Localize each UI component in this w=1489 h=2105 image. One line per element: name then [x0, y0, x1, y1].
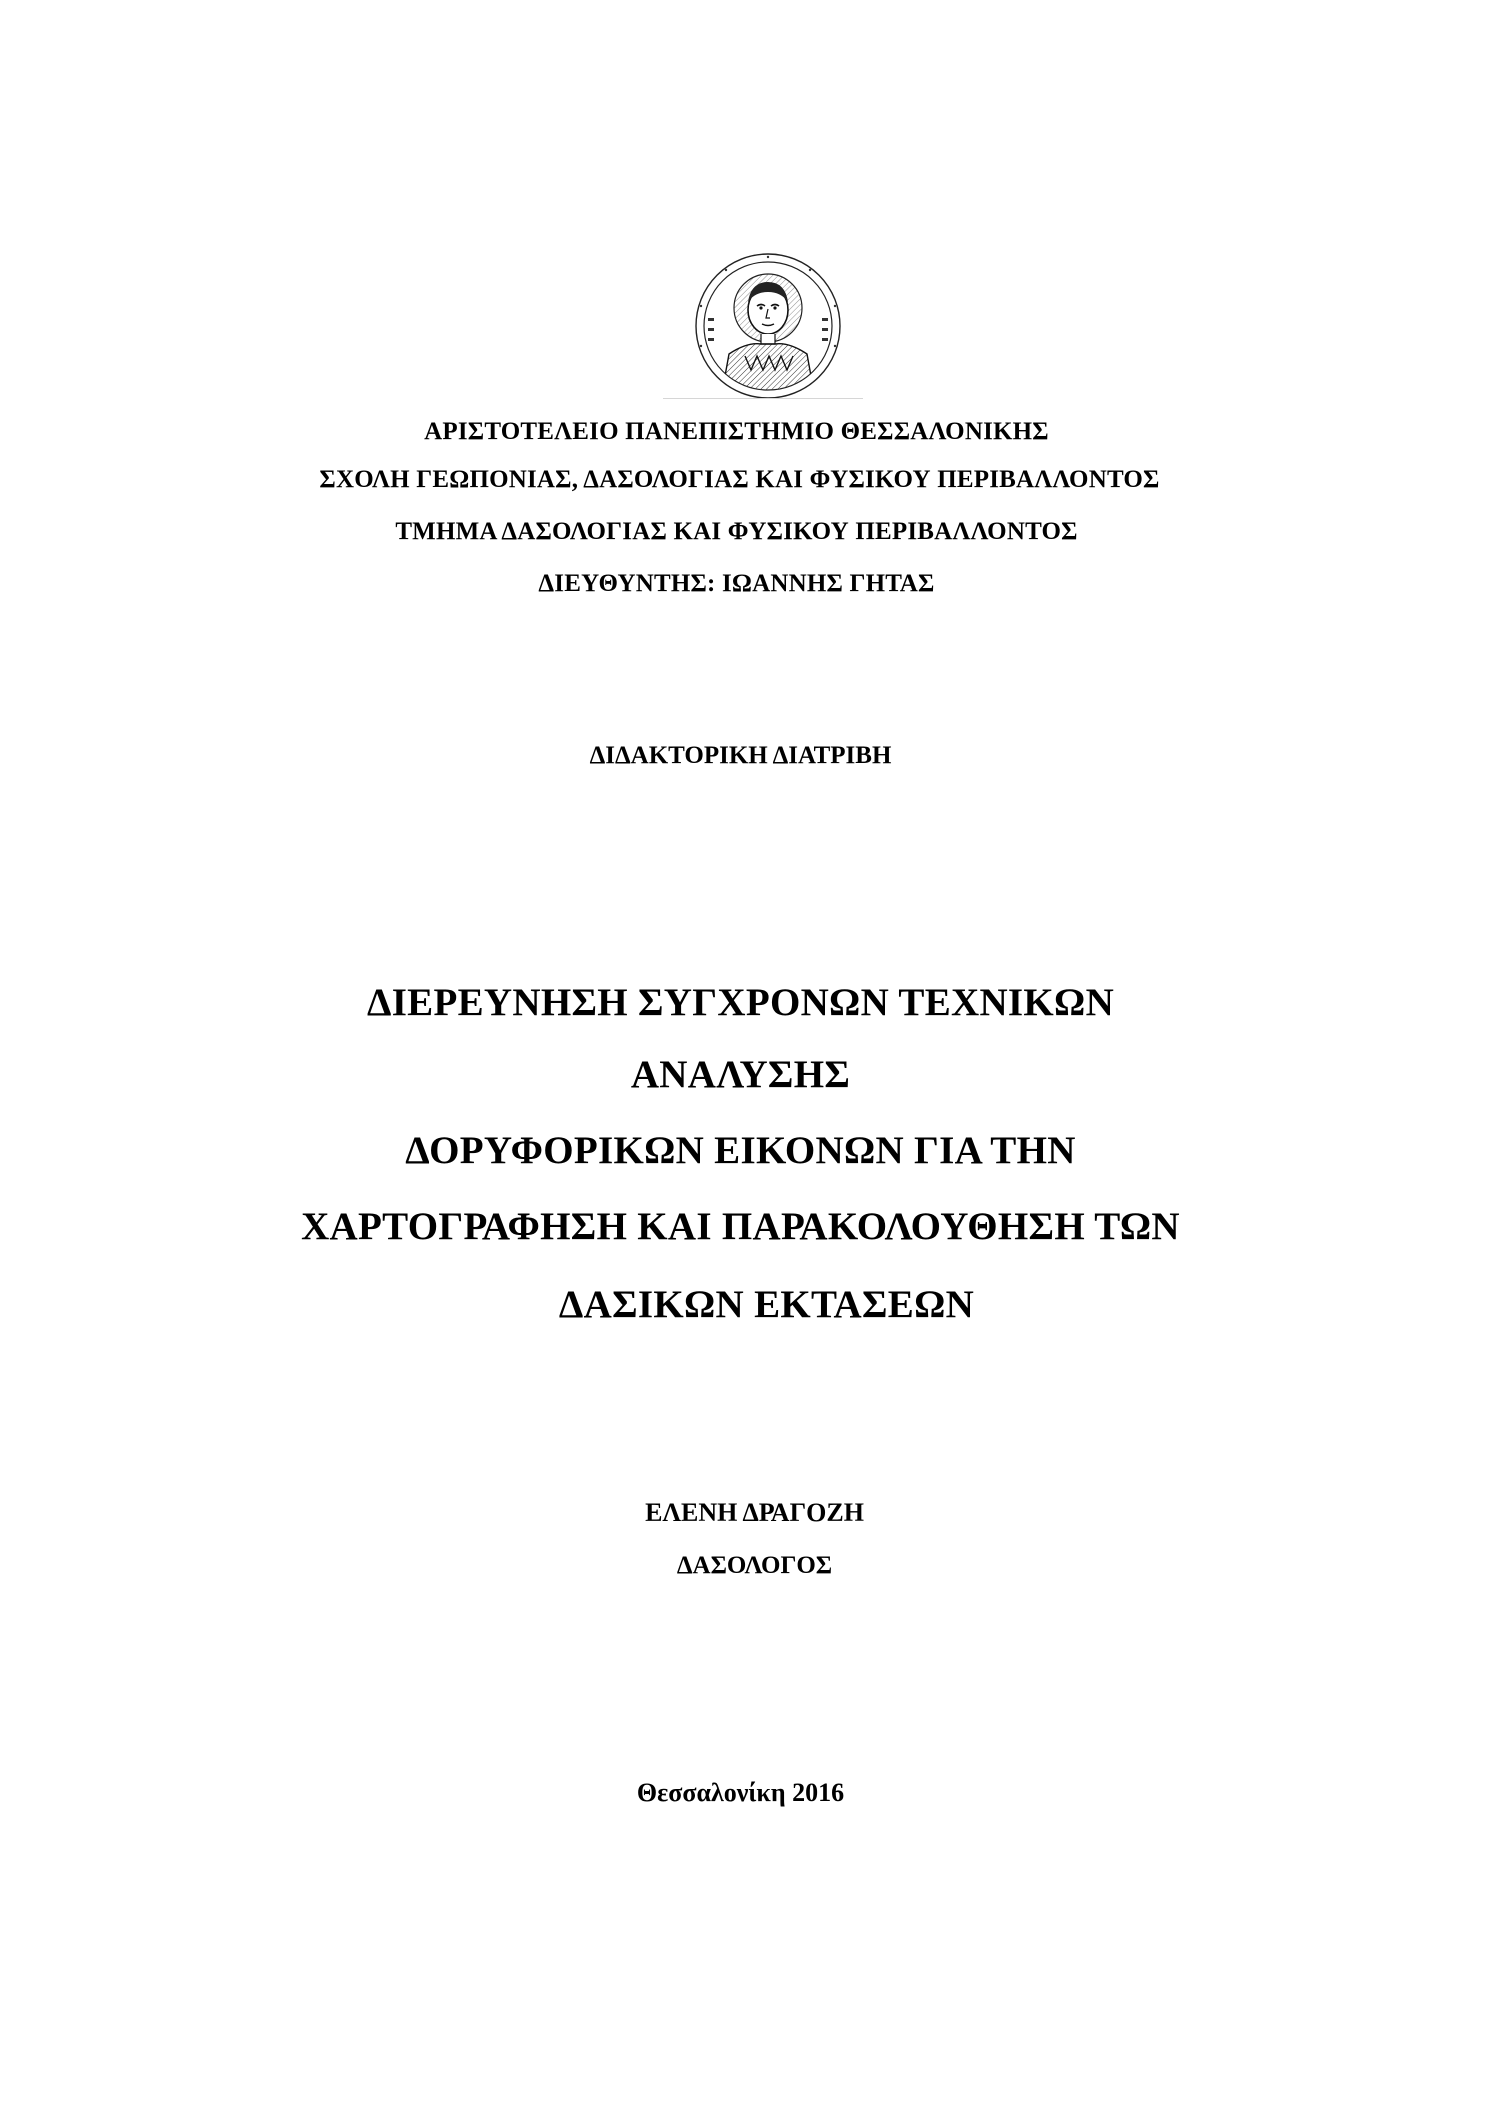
director-name: ΔΙΕΥΘΥΝΤΗΣ: ΙΩΑΝΝΗΣ ΓΗΤΑΣ: [538, 570, 935, 597]
author-name: ΕΛΕΝΗ ΔΡΑΓΟΖΗ: [645, 1498, 864, 1527]
seal-divider: [663, 398, 863, 399]
school-name: ΣΧΟΛΗ ΓΕΩΠΟΝΙΑΣ, ΔΑΣΟΛΟΓΙΑΣ ΚΑΙ ΦΥΣΙΚΟΥ ΠΕΡΙΒΑΛΛΟΝΤΟΣ: [319, 466, 1160, 493]
author-profession: ΔΑΣΟΛΟΓΟΣ: [676, 1552, 833, 1579]
thesis-title-line: ΧΑΡΤΟΓΡΑΦΗΣΗ ΚΑΙ ΠΑΡΑΚΟΛΟΥΘΗΣΗ ΤΩΝ: [301, 1205, 1180, 1248]
thesis-title-line: ΔΟΡΥΦΟΡΙΚΩΝ ΕΙΚΟΝΩΝ ΓΙΑ ΤΗΝ: [405, 1129, 1076, 1172]
university-name: ΑΡΙΣΤΟΤΕΛΕΙΟ ΠΑΝΕΠΙΣΤΗΜΙΟ ΘΕΣΣΑΛΟΝΙΚΗΣ: [424, 418, 1049, 445]
document-type: ΔΙΔΑΚΤΟΡΙΚΗ ΔΙΑΤΡΙΒΗ: [589, 742, 892, 769]
university-seal-icon: [681, 248, 855, 398]
department-name: ΤΜΗΜΑ ΔΑΣΟΛΟΓΙΑΣ ΚΑΙ ΦΥΣΙΚΟΥ ΠΕΡΙΒΑΛΛΟΝΤΟΣ: [395, 518, 1078, 545]
place-and-date: Θεσσαλονίκη 2016: [636, 1778, 845, 1807]
thesis-title-line: ΔΑΣΙΚΩΝ ΕΚΤΑΣΕΩΝ: [558, 1283, 975, 1326]
thesis-title-line: ΑΝΑΛΥΣΗΣ: [630, 1053, 851, 1096]
thesis-title-line: ΔΙΕΡΕΥΝΗΣΗ ΣΥΓΧΡΟΝΩΝ ΤΕΧΝΙΚΩΝ: [366, 981, 1115, 1024]
